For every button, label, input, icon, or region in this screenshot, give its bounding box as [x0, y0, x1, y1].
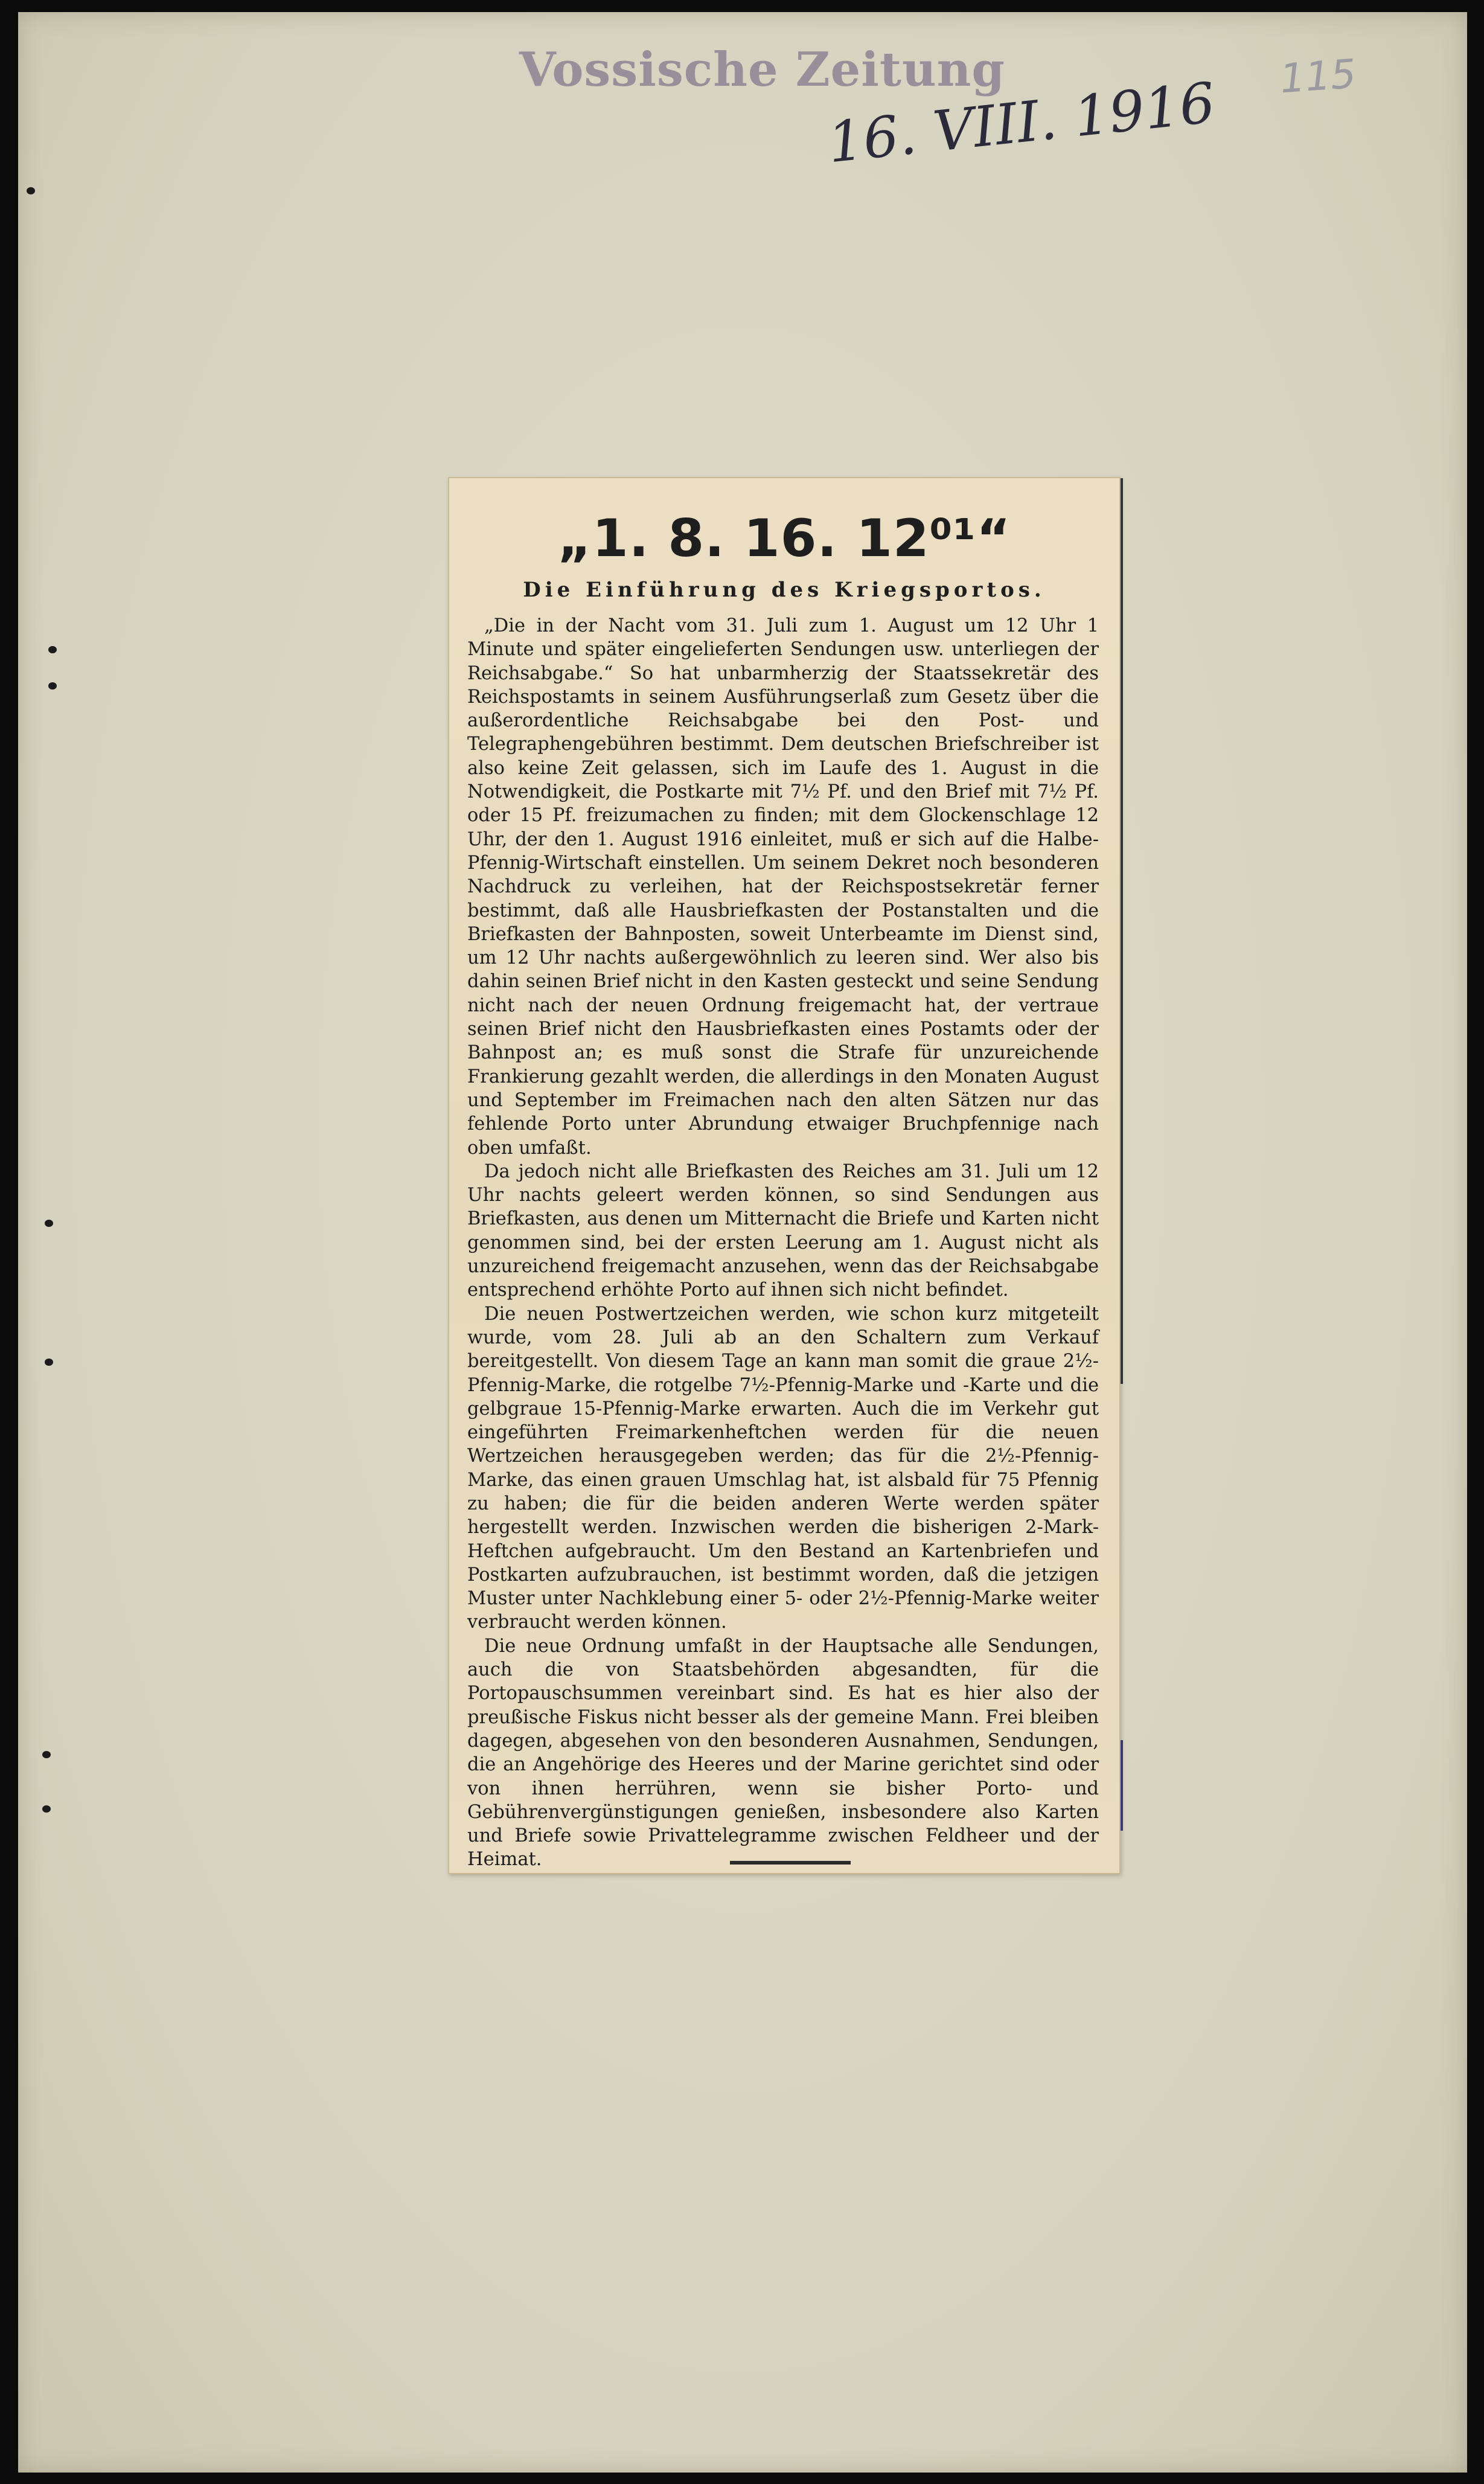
column-rule [1121, 478, 1123, 1384]
punch-hole [48, 682, 57, 690]
newspaper-stamp: Vossische Zeitung [519, 42, 1005, 97]
article-body [467, 614, 1099, 1872]
article-paragraph: Da jedoch nicht alle Briefkasten des Reiches am 31. Juli um 12 Uhr nachts geleert werden können, so sind Sendungen aus Briefkasten, aus denen um Mitternacht die Briefe und Karten nicht genommen sind, bei der ersten Leerung am 1. August nicht als unzureichend freigemacht anzusehen, wenn das der Reichsabgabe entsprechend erhöhte Porto auf ihnen sich nicht befindet. [467, 1160, 1099, 1301]
punch-hole [45, 1359, 53, 1366]
punch-hole [48, 646, 57, 653]
column-rule [1121, 1740, 1123, 1831]
article-paragraph: „Die in der Nacht vom 31. Juli zum 1. August um 12 Uhr 1 Minute und später eingelieferten Sendungen usw. unterliegen der Reichsabgabe.“ So hat unbarmherzig der Staatssekretär des Reichspostamts in seinem Ausführungserlaß zum Gesetz über die außerordentliche Reichsabgabe bei den Post- und Telegraphengebühren bestimmt. Dem deutschen Briefschreiber ist also keine Zeit gelassen, sich im Laufe des 1. August in die Notwendigkeit, die Postkarte mit 7½ Pf. und den Brief mit 7½ Pf. oder 15 Pf. freizumachen zu finden; mit dem Glockenschlage 12 Uhr, der den 1. August 1916 einleitet, muß er sich auf die Halbe-Pfennig-Wirtschaft einstellen. Um seinem Dekret noch besonderen Nachdruck zu verleihen, hat der Reichspostsekretär ferner bestimmt, daß alle Hausbriefkasten der Postanstalten und die Briefkasten der Bahnposten, soweit Unterbeamte im Dienst sind, um 12 Uhr nachts außergewöhnlich zu leeren sind. Wer also bis dahin seinen Brief nicht in den Kasten gesteckt und seine Sendung nicht nach der neuen Ordnung freigemacht hat, der vertraue seinen Brief nicht den Hausbriefkasten eines Postamts oder der Bahnpost an; es muß sonst die Strafe für unzureichende Frankierung gezahlt werden, die allerdings in den Monaten August und September im Freimachen nach den alten Sätzen nur das fehlende Porto unter Abrundung etwaiger Bruchpfennige nach oben umfaßt. [467, 615, 1099, 1159]
punch-hole [27, 187, 35, 194]
handwritten-date: 16. VIII. 1916 [825, 70, 1218, 176]
punch-hole [42, 1751, 51, 1758]
archive-sheet [18, 12, 1467, 2473]
article-paragraph: Die neue Ordnung umfaßt in der Hauptsache alle Sendungen, auch die von Staatsbehörden abgesandten, für die Portopauschsummen vereinbart sind. Es hat es hier also der preußische Fiskus nicht besser als der gemeine Mann. Frei bleiben dagegen, abgesehen von den besonderen Ausnahmen, Sendungen, die an Angehörige des Heeres und der Marine gerichtet sind oder von ihnen herrühren, wenn sie bisher Porto- und Gebührenvergünstigungen genießen, insbesondere also Karten und Briefe sowie Privattelegramme zwischen Feldheer und der Heimat. [467, 1635, 1099, 1871]
article-headline: „1. 8. 16. 12⁰¹“ [557, 508, 1011, 569]
punch-hole [42, 1805, 51, 1813]
page-number: 115 [1278, 50, 1358, 103]
punch-hole [45, 1220, 53, 1227]
article-subtitle: Die Einführung des Kriegsportos. [523, 578, 1046, 602]
end-rule [730, 1861, 851, 1865]
newspaper-clipping [448, 477, 1121, 1874]
article-paragraph: Die neuen Postwertzeichen werden, wie schon kurz mitgeteilt wurde, vom 28. Juli ab an den Schaltern zum Verkauf bereitgestellt. Von diesem Tage an kann man somit die graue 2½-Pfennig-Marke, die rotgelbe 7½-Pfennig-Marke und -Karte und die gelbgraue 15-Pfennig-Marke erwarten. Auch die im Verkehr gut eingeführten Freimarkenheftchen werden für die neuen Wertzeichen herausgegeben werden; das für die 2½-Pfennig-Marke, das einen grauen Umschlag hat, ist alsbald für 75 Pfennig zu haben; die für die beiden anderen Werte werden später hergestellt werden. Inzwischen werden die bisherigen 2-Mark-Heftchen aufgebraucht. Um den Bestand an Kartenbriefen und Postkarten aufzubrauchen, ist bestimmt worden, daß die jetzigen Muster unter Nachklebung einer 5- oder 2½-Pfennig-Marke weiter verbraucht werden können. [467, 1303, 1099, 1633]
